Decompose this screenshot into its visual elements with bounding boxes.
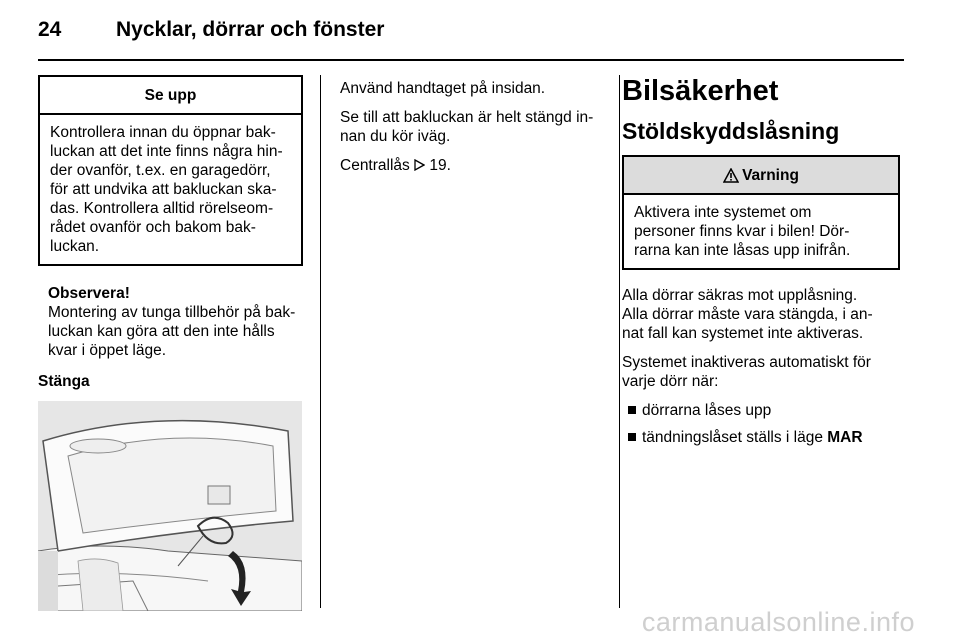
security-line: Alla dörrar måste vara stängda, i an- xyxy=(622,306,873,323)
caution-box xyxy=(38,75,303,266)
caution-line: luckan. xyxy=(50,238,100,255)
bullet-square-icon xyxy=(628,433,636,441)
closed-line: nan du kör iväg. xyxy=(340,128,451,145)
page-number: 24 xyxy=(38,18,62,41)
warning-line: Aktivera inte systemet om xyxy=(634,204,812,221)
security-line: Alla dörrar säkras mot upplåsning. xyxy=(622,287,858,304)
closed-line: Se till att bakluckan är helt stängd in- xyxy=(340,109,594,126)
column-divider-right xyxy=(619,75,620,608)
note-line: luckan kan göra att den inte hålls xyxy=(48,323,275,340)
caution-line: Kontrollera innan du öppnar bak- xyxy=(50,124,276,141)
subsection-title: Stöldskyddslåsning xyxy=(622,118,840,144)
central-lock-text: Centrallås xyxy=(340,157,410,174)
caution-line: der ovanför, t.ex. en garagedörr, xyxy=(50,162,271,179)
tailgate-illustration-svg xyxy=(38,401,302,611)
warning-title: Varning xyxy=(742,166,799,184)
warning-line: personer finns kvar i bilen! Dör- xyxy=(634,223,850,240)
central-lock-reference xyxy=(340,156,605,175)
list-item-text: dörrarna låses upp xyxy=(642,402,772,419)
caution-line: luckan att det inte finns några hin- xyxy=(50,143,283,160)
page-reference-triangle-icon xyxy=(414,159,425,171)
caution-box-text xyxy=(40,115,301,264)
chapter-title: Nycklar, dörrar och fönster xyxy=(116,18,385,41)
note-line: kvar i öppet läge. xyxy=(48,342,167,359)
deactivation-line: varje dörr när: xyxy=(622,373,719,390)
ignition-position-mar: MAR xyxy=(827,429,863,446)
note-title: Observera! xyxy=(48,285,130,302)
list-item xyxy=(622,401,900,420)
security-line: nat fall kan systemet inte aktiveras. xyxy=(622,325,864,342)
watermark: carmanualsonline.info xyxy=(641,607,915,637)
deactivation-paragraph xyxy=(622,353,900,391)
caution-line: för att undvika att bakluckan ska- xyxy=(50,181,277,198)
handle-paragraph: Använd handtaget på insidan. xyxy=(340,80,546,97)
warning-box-header xyxy=(624,157,898,195)
bullet-square-icon xyxy=(628,406,636,414)
tailgate-closing-illustration xyxy=(38,401,302,611)
deactivation-list xyxy=(622,401,900,447)
section-title: Bilsäkerhet xyxy=(622,75,779,107)
warning-text xyxy=(624,195,898,268)
list-item-text: tändningslåset ställs i läge xyxy=(642,429,823,446)
right-column xyxy=(622,75,900,455)
deactivation-line: Systemet inaktiveras automatiskt för xyxy=(622,354,871,371)
note-block xyxy=(38,284,303,360)
page-header xyxy=(38,18,384,42)
caution-box-title: Se upp xyxy=(40,77,301,115)
list-item xyxy=(622,428,900,447)
central-lock-page: 19. xyxy=(429,157,451,174)
left-column xyxy=(38,75,303,611)
warning-box xyxy=(622,155,900,270)
caution-line: das. Kontrollera alltid rörelseom- xyxy=(50,200,274,217)
note-line: Montering av tunga tillbehör på bak- xyxy=(48,304,296,321)
column-divider-left xyxy=(320,75,321,608)
subheading-close: Stänga xyxy=(38,373,90,390)
closed-paragraph xyxy=(340,108,605,146)
middle-column xyxy=(340,79,605,185)
caution-line: rådet ovanför och bakom bak- xyxy=(50,219,256,236)
warning-line: rarna kan inte låsas upp inifrån. xyxy=(634,242,851,259)
security-paragraph xyxy=(622,286,900,343)
warning-triangle-icon xyxy=(723,168,739,183)
header-rule xyxy=(38,59,904,61)
